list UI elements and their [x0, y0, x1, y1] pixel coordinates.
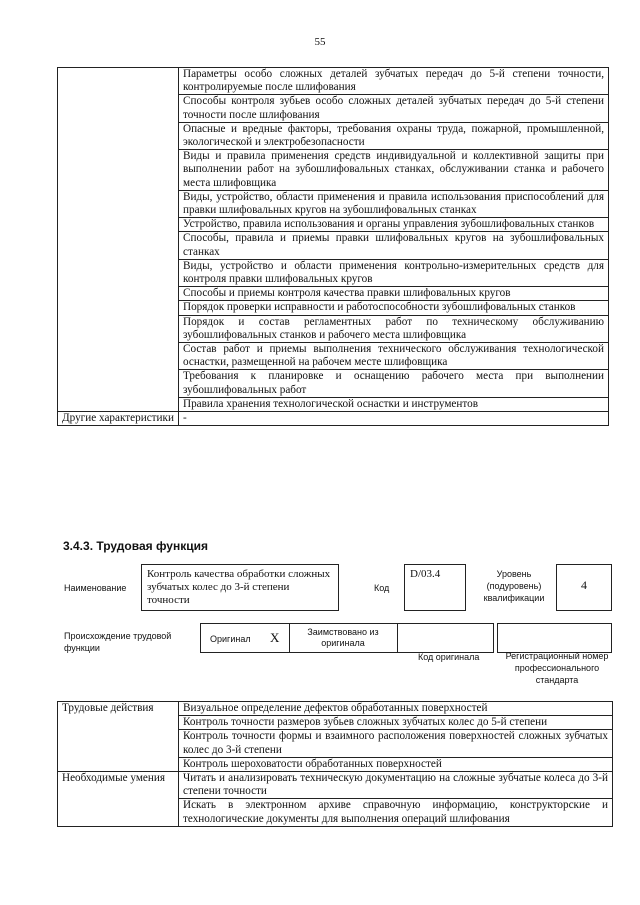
table-cell: Виды, устройство, области применения и правила использования приспособлений для правки шлифовальных кругов на зубошлифовальных станках: [179, 190, 609, 217]
table-row: [58, 772, 613, 799]
page-number: 55: [314, 36, 326, 48]
origin-divider: [289, 623, 290, 653]
table-cell: Состав работ и приемы выполнения технического обслуживания технологической оснастки, размещенной на рабочем месте шлифовщика: [179, 343, 609, 370]
table-cell: Виды и правила применения средств индивидуальной и коллективной защиты при выполнении работ на зубошлифовальных станках, обслуживании станка и рабочего места шлифовщика: [179, 150, 609, 191]
table-cell: Контроль точности формы и взаимного расположения поверхностей сложных зубчатых колес до 3-й степени: [179, 730, 613, 757]
qualification-level-label: Уровень (подуровень) квалификации: [483, 569, 545, 603]
table-cell: Виды, устройство и области применения контрольно-измерительных средств для контроля правки шлифовальных кругов: [179, 259, 609, 286]
table-cell: Искать в электронном архиве справочную информацию, конструкторские и технологические документы для выполнения операций шлифования: [179, 799, 613, 826]
origin-divider: [397, 623, 398, 653]
qualification-level-box: 4: [556, 564, 612, 611]
table-cell: Требования к планировке и оснащению рабочего места при выполнении зубошлифовальных работ: [179, 370, 609, 397]
table-cell: Порядок и состав регламентных работ по техническому обслуживанию зубошлифовальных станков и рабочего места шлифовщика: [179, 315, 609, 342]
registration-number-box: [497, 623, 612, 653]
required-skills-label: Необходимые умения: [58, 772, 179, 827]
function-code-box: D/03.4: [404, 564, 466, 611]
knowledge-label-cell: [58, 68, 179, 412]
borrowed-label: Заимствовано из оригинала: [307, 627, 379, 648]
table-cell: Опасные и вредные факторы, требования охраны труда, пожарной, промышленной, экологической и электробезопасности: [179, 122, 609, 149]
labor-actions-label: Трудовые действия: [58, 702, 179, 772]
table-cell: Контроль точности размеров зубьев сложных зубчатых колес до 5-й степени: [179, 716, 613, 730]
other-characteristics-value: -: [179, 412, 609, 426]
code-label: Код: [374, 583, 390, 593]
table-cell: Контроль шероховатости обработанных поверхностей: [179, 757, 613, 771]
other-characteristics-label: Другие характеристики: [58, 412, 179, 426]
function-name-box: Контроль качества обработки сложных зубчатых колес до 3-й степени точности: [141, 564, 339, 611]
table-cell: Параметры особо сложных деталей зубчатых передач до 5-й степени точности, контролируемые после шлифования: [179, 68, 609, 95]
table-cell: Способы, правила и приемы правки шлифовальных кругов на зубошлифовальных станках: [179, 232, 609, 259]
table-row: [58, 412, 609, 426]
original-mark: X: [270, 630, 280, 645]
table-cell: Способы и приемы контроля качества правки шлифовальных кругов: [179, 287, 609, 301]
table-cell: Устройство, правила использования и органы управления зубошлифовальных станков: [179, 218, 609, 232]
table-cell: Порядок проверки исправности и работоспособности зубошлифовальных станков: [179, 301, 609, 315]
knowledge-table: [57, 67, 609, 426]
origin-label: Происхождение трудовой функции: [64, 631, 172, 653]
table-row: [58, 702, 613, 716]
original-code-caption: Код оригинала: [418, 652, 480, 662]
table-cell: Правила хранения технологической оснастки и инструментов: [179, 397, 609, 411]
table-row: [58, 68, 609, 95]
table-cell: Способы контроля зубьев особо сложных деталей зубчатых передач до 5-й степени точности после шлифования: [179, 95, 609, 122]
table-cell: Визуальное определение дефектов обработанных поверхностей: [179, 702, 613, 716]
registration-number-caption: Регистрационный номер профессионального стандарта: [505, 651, 609, 685]
table-cell: Читать и анализировать техническую документацию на сложные зубчатые колеса до 3-й степени точности: [179, 772, 613, 799]
name-label: Наименование: [64, 583, 127, 593]
labor-function-table: [57, 701, 613, 827]
section-heading: 3.4.3. Трудовая функция: [63, 539, 208, 553]
original-label: Оригинал: [210, 634, 251, 644]
